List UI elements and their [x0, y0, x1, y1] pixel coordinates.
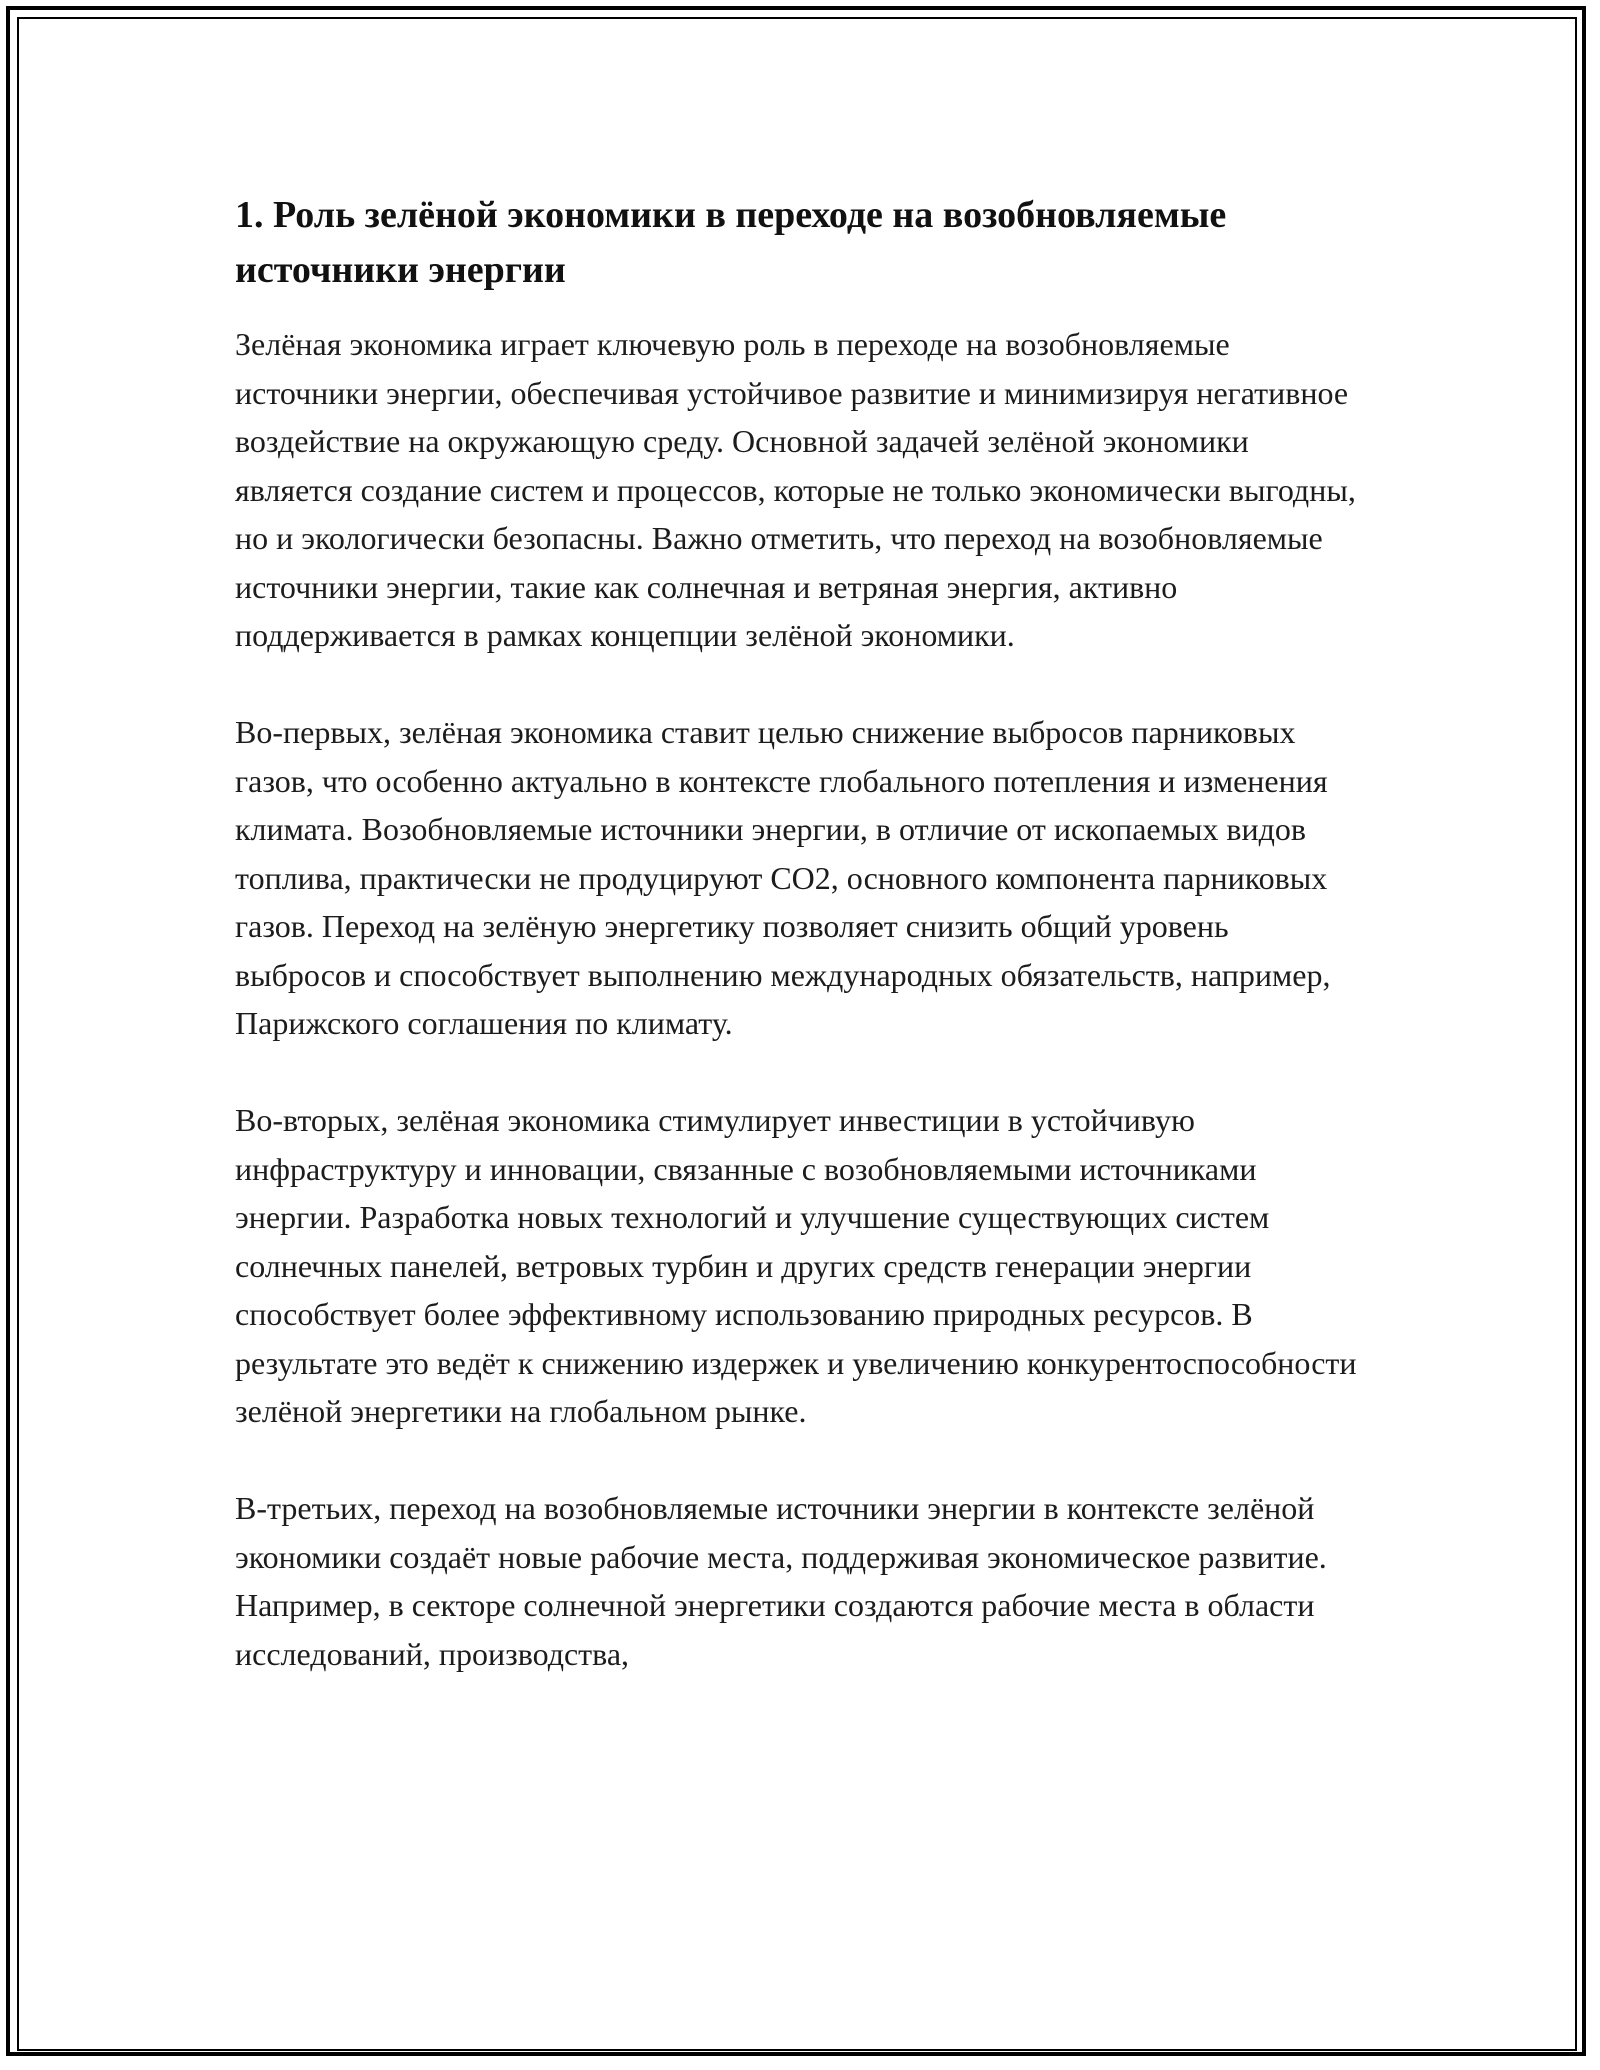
section-heading: 1. Роль зелёной экономики в переходе на возобновляемые источники энергии [235, 194, 1227, 291]
paragraph-second: Во-вторых, зелёная экономика стимулирует инвестиции в устойчивую инфраструктуру и инновации, связанные с возобновляемыми источниками энергии. Разработка новых технологий и улучшение существующих систем солнечных панелей, ветровых турбин и других средств генерации энергии способствует более эффективному использованию природных ресурсов. В результате это ведёт к снижению издержек и увеличению конкурентоспособности зелёной энергетики на глобальном рынке. [235, 1102, 1357, 1429]
paragraph-intro: Зелёная экономика играет ключевую роль в переходе на возобновляемые источники энергии, обеспечивая устойчивое развитие и минимизируя негативное воздействие на окружающую среду. Основной задачей зелёной экономики является создание систем и процессов, которые не только экономически выгодны, но и экологически безопасны. Важно отметить, что переход на возобновляемые источники энергии, такие как солнечная и ветряная энергия, активно поддерживается в рамках концепции зелёной экономики. [235, 326, 1356, 653]
paragraph-third: В-третьих, переход на возобновляемые источники энергии в контексте зелёной экономики создаёт новые рабочие места, поддерживая экономическое развитие. Например, в секторе солнечной энергетики создаются рабочие места в области исследований, производства, [235, 1490, 1327, 1672]
document-body [235, 188, 1365, 1678]
paragraph-first: Во-первых, зелёная экономика ставит целью снижение выбросов парниковых газов, что особенно актуально в контексте глобального потепления и изменения климата. Возобновляемые источники энергии, в отличие от ископаемых видов топлива, практически не продуцируют CO2, основного компонента парниковых газов. Переход на зелёную энергетику позволяет снизить общий уровень выбросов и способствует выполнению международных обязательств, например, Парижского соглашения по климату. [235, 714, 1331, 1041]
